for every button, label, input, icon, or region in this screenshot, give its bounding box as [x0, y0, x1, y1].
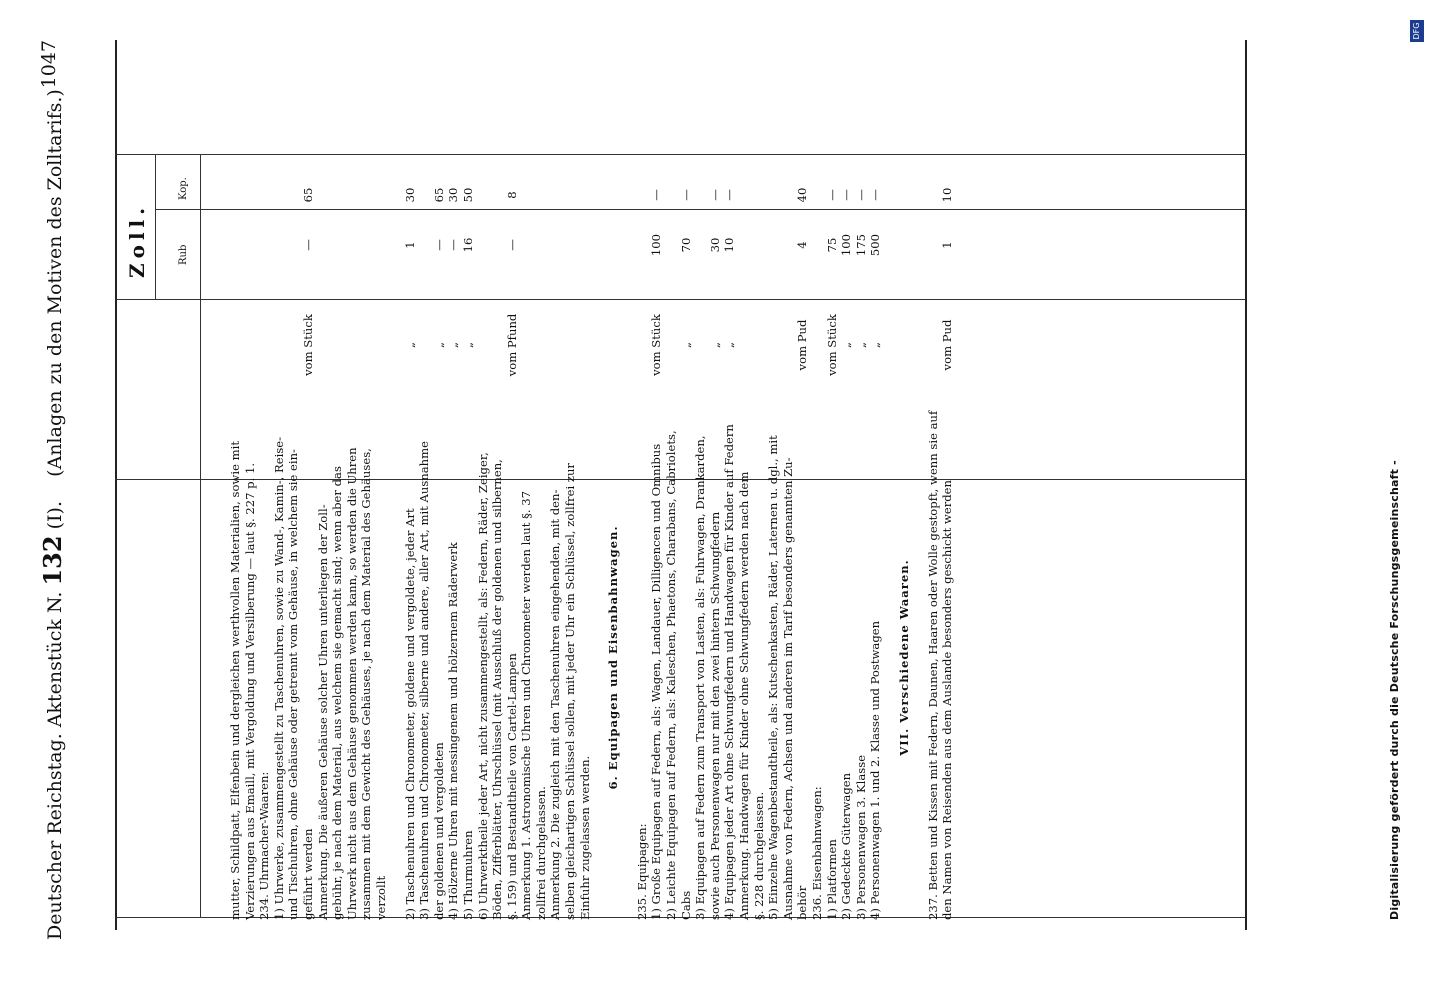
row-rub: 175 — [853, 233, 868, 257]
row-kop: 10 — [940, 187, 955, 203]
table-row — [708, 0, 723, 920]
table-row — [301, 0, 316, 920]
table-row — [679, 0, 694, 920]
table-row — [737, 0, 752, 920]
row-kop: 65 — [431, 187, 446, 203]
row-rub: 100 — [649, 233, 664, 257]
row-kop: — — [649, 189, 664, 201]
row-text: Uhrwerk nicht aus dem Gehäuse genommen werden kann, so werden die Uhren — [344, 447, 359, 920]
table-row — [810, 0, 825, 920]
table-row — [664, 0, 679, 920]
table-row — [883, 0, 897, 920]
header-row-rule — [200, 155, 201, 918]
row-kop: — — [839, 189, 854, 201]
tariff-table — [228, 0, 955, 920]
table-row — [403, 0, 418, 920]
row-text: Verzierungen aus Emaill, mit Vergoldung und Versilberung — laut §. 227 p. 1. — [242, 462, 257, 920]
row-rub: 30 — [707, 237, 722, 253]
row-text: geführt werden — [300, 828, 315, 920]
row-text: Cabs — [678, 890, 693, 920]
document-suffix: (I). — [44, 501, 66, 530]
row-kop: 8 — [504, 191, 519, 199]
row-text: 1) Platformen — [824, 839, 839, 920]
row-rub: — — [504, 239, 519, 251]
table-row — [490, 0, 505, 920]
table-row — [752, 0, 767, 920]
row-text: 235. Equipagen: — [634, 823, 649, 920]
table-row — [286, 0, 301, 920]
row-unit: „ — [402, 342, 417, 349]
row-text: §. 228 durchgelassen. — [751, 791, 766, 920]
table-row — [854, 0, 869, 920]
table-row — [417, 0, 432, 920]
row-text: 2) Taschenuhren und Chronometer, goldene und vergoldete, jeder Art — [402, 508, 417, 920]
row-rub: 75 — [824, 237, 839, 253]
row-text: VII. Verschiedene Waaren. — [896, 559, 911, 756]
table-row — [722, 0, 737, 920]
table-row — [868, 0, 883, 920]
table-row — [446, 0, 461, 920]
row-rub: 4 — [795, 241, 810, 249]
row-text: zollfrei durchgelassen. — [533, 786, 548, 920]
row-text: der goldenen und vergoldeten — [431, 742, 446, 920]
table-row — [592, 0, 606, 920]
table-row — [548, 0, 563, 920]
row-unit: vom Stück — [824, 314, 839, 376]
row-kop: 30 — [402, 187, 417, 203]
table-row — [693, 0, 708, 920]
row-rub: 100 — [839, 233, 854, 257]
row-unit: „ — [853, 342, 868, 349]
row-rub: 70 — [678, 237, 693, 253]
section-heading — [897, 0, 912, 920]
table-row — [519, 0, 534, 920]
row-text: 3) Taschenuhren und Chronometer, silberne und andere, aller Art, mit Ausnahme — [417, 441, 432, 920]
row-text: Böden, Zifferblätter, Uhrschlüssel (mit Ausschluß der goldenen und silbernen, — [490, 459, 505, 920]
table-row — [243, 0, 258, 920]
row-text: 234. Uhrmacher-Waaren: — [257, 771, 272, 920]
row-rub: — — [446, 239, 461, 251]
row-text: Ausnahme von Federn, Achsen und anderen im Tarif besonders genannten Zu- — [780, 457, 795, 920]
dfg-logo: DFG — [1410, 20, 1424, 42]
table-row — [649, 0, 664, 920]
row-text: Anmerkung. Handwagen für Kinder ohne Schwungfedern werden nach dem — [737, 471, 751, 920]
row-kop: — — [678, 189, 693, 201]
row-text: Anmerkung 2. Die zugleich mit den Taschenuhren eingehenden, mit den- — [548, 489, 563, 920]
row-text: 3) Personenwagen 3. Klasse — [853, 754, 868, 920]
row-rub: 10 — [722, 237, 737, 253]
document-number: 132 — [38, 535, 67, 586]
row-text: 1) Große Equipagen auf Federn, als: Wagen, Landauer, Dilligencen und Omnibus — [649, 443, 664, 920]
row-text: sowie auch Personenwagen nur mit den zwei hintern Schwungfedern — [707, 511, 722, 920]
row-text: selben gleichartigen Schlüssel sollen, mit jeder Uhr ein Schlüssel, zollfrei zur — [563, 463, 578, 920]
row-unit: „ — [460, 342, 475, 349]
row-kop: — — [707, 189, 722, 201]
table-row — [389, 0, 403, 920]
row-text: mutter, Schildpatt, Elfenbein und dergleichen werthvollen Materialien, sowie mit — [228, 441, 242, 920]
table-row — [476, 0, 491, 920]
row-text: Einfuhr zugelassen werden. — [577, 755, 592, 920]
table-row — [912, 0, 926, 920]
row-unit: „ — [868, 342, 883, 349]
table-row — [940, 0, 955, 920]
row-rub: — — [300, 239, 315, 251]
table-row — [825, 0, 840, 920]
row-kop: 65 — [300, 187, 315, 203]
row-text: 1) Uhrwerke, zusammengestellt zu Taschenuhren, sowie zu Wand-, Kamin-, Reise- — [271, 436, 286, 920]
row-unit: „ — [722, 342, 737, 349]
row-unit: „ — [678, 342, 693, 349]
row-text: und Tischuhren, ohne Gehäuse oder getrennt vom Gehäuse, in welchem sie ein- — [286, 449, 301, 920]
header-subtitle: (Anlagen zu den Motiven des Zolltarifs.) — [44, 89, 66, 477]
table-row — [839, 0, 854, 920]
table-row — [432, 0, 447, 920]
row-kop: — — [824, 189, 839, 201]
table-bottom-rule — [1245, 40, 1247, 930]
row-kop: 50 — [460, 187, 475, 203]
rub-column-header: Rub — [178, 244, 189, 265]
row-rub: 1 — [402, 241, 417, 249]
row-text: 4) Personenwagen 1. und 2. Klasse und Postwagen — [868, 620, 883, 920]
row-text: Anmerkung. Die äußeren Gehäuse solcher Uhren unterliegen der Zoll- — [315, 504, 330, 920]
table-row — [461, 0, 476, 920]
table-row — [316, 0, 331, 920]
kop-column-header: Kop. — [178, 177, 189, 200]
header-left — [38, 89, 67, 940]
row-text: 236. Eisenbahnwagen: — [809, 786, 824, 920]
table-row — [228, 0, 243, 920]
table-top-rule — [115, 40, 117, 930]
row-text: behör — [795, 885, 810, 920]
row-unit: vom Pud — [940, 319, 955, 371]
row-text: 2) Gedeckte Güterwagen — [839, 772, 854, 920]
table-row — [621, 0, 635, 920]
row-text: 6. Equipagen und Eisenbahnwagen. — [606, 525, 621, 790]
row-text: 6) Uhrwerktheile jeder Art, nicht zusammengestellt, als: Federn, Räder, Zeiger, — [475, 452, 490, 920]
row-text: gebühr, je nach dem Material, aus welchem sie gemacht sind; wenn aber das — [330, 466, 345, 920]
page-number: 1047 — [38, 40, 60, 89]
row-unit: vom Pud — [795, 319, 810, 371]
row-text: 5) Thurmuhren — [460, 830, 475, 920]
row-text: 4) Equipagen jeder Art ohne Schwungfedern und Handwagen für Kinder auf Federn — [722, 424, 737, 920]
row-text: 3) Equipagen auf Federn zum Transport von Lasten, als: Fuhrwagen, Drankarden, — [693, 435, 708, 920]
table-row — [795, 0, 810, 920]
row-rub: 1 — [940, 241, 955, 249]
row-text: den Namen von Reisenden aus dem Auslande besonders geschickt werden — [940, 480, 955, 920]
table-row — [766, 0, 781, 920]
digitization-credit: Digitalisierung gefördert durch die Deutsche Forschungsgemeinschaft - — [1388, 460, 1401, 920]
row-unit: „ — [431, 342, 446, 349]
row-text: zusammen mit dem Gewicht des Gehäuses, je nach dem Material des Gehäuses, — [359, 448, 374, 920]
row-text: Anmerkung 1. Astronomische Uhren und Chronometer werden laut §. 37 — [519, 490, 534, 920]
table-row — [257, 0, 272, 920]
table-row — [781, 0, 796, 920]
row-unit: vom Stück — [649, 314, 664, 376]
row-kop: — — [722, 189, 737, 201]
table-row — [345, 0, 360, 920]
row-text: 2) Leichte Equipagen auf Federn, als: Kaleschen, Phaetons, Charabans, Cabriolets, — [664, 430, 679, 920]
row-kop: — — [853, 189, 868, 201]
table-row — [330, 0, 345, 920]
row-text: 5) Einzelne Wagenbestandtheile, als: Kutschenkasten, Räder, Laternen u. dgl., mit — [766, 435, 781, 920]
duty-subheader-rule — [155, 155, 156, 300]
section-heading — [606, 0, 621, 920]
row-unit: „ — [707, 342, 722, 349]
table-row — [926, 0, 941, 920]
header-title: Deutscher Reichstag. Aktenstück N. — [44, 591, 66, 940]
row-rub: 16 — [460, 237, 475, 253]
row-text: 4) Hölzerne Uhren mit messingenem und hölzernem Räderwerk — [446, 542, 461, 920]
table-row — [359, 0, 374, 920]
row-kop: 30 — [446, 187, 461, 203]
row-kop: 40 — [795, 187, 810, 203]
table-row — [563, 0, 578, 920]
row-text: 237. Betten und Kissen mit Federn, Daunen, Haaren oder Wolle gestopft, wenn sie auf — [925, 410, 940, 920]
table-row — [374, 0, 389, 920]
page-header — [38, 40, 70, 940]
table-row — [534, 0, 549, 920]
row-unit: „ — [839, 342, 854, 349]
row-unit: vom Stück — [300, 314, 315, 376]
table-row — [505, 0, 520, 920]
row-text: §. 159) und Bestandtheile von Cartel-Lampen — [504, 653, 519, 920]
row-rub: 500 — [868, 233, 883, 257]
row-unit: „ — [446, 342, 461, 349]
duty-column-header: Zoll. — [125, 202, 149, 278]
table-row — [272, 0, 287, 920]
row-unit: vom Pfund — [504, 313, 519, 377]
row-rub: — — [431, 239, 446, 251]
table-row — [578, 0, 593, 920]
row-text: verzollt — [373, 875, 388, 920]
table-row — [635, 0, 650, 920]
row-kop: — — [868, 189, 883, 201]
